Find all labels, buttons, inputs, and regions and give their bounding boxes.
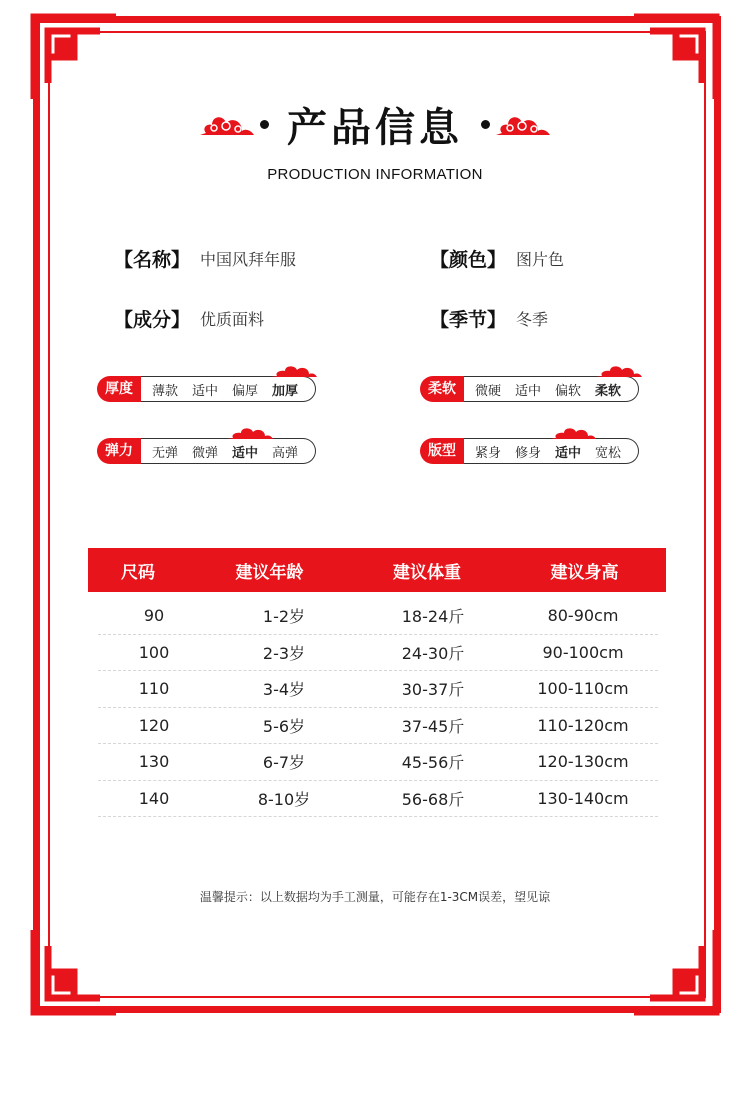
- cloud-ornament-icon: [548, 425, 598, 441]
- table-row: [98, 744, 658, 781]
- scale-options: [464, 376, 639, 402]
- table-row: [98, 635, 658, 672]
- scale-option-selected: 适中: [555, 445, 582, 461]
- table-row: [98, 781, 658, 818]
- info-material: [114, 305, 264, 332]
- table-cell: 45-56斤: [401, 753, 465, 773]
- frame-corner-ornament-icon: [30, 13, 120, 103]
- table-cell: 24-30斤: [401, 643, 465, 663]
- measurement-note: 温馨提示：以上数据均为手工测量，可能存在1-3CM误差，望见谅: [199, 890, 551, 904]
- scale-option: 适中: [515, 383, 542, 399]
- table-cell: 30-37斤: [401, 680, 465, 700]
- page-subtitle: PRODUCTION INFORMATION: [267, 166, 483, 183]
- frame-corner-ornament-icon: [630, 13, 720, 103]
- scale-option: 微弹: [192, 445, 219, 461]
- scale-thickness: [97, 374, 316, 404]
- table-cell: 100-110cm: [537, 679, 629, 699]
- info-name: [114, 245, 296, 272]
- table-row: [98, 671, 658, 708]
- info-name-value: 中国风拜年服: [200, 250, 297, 269]
- table-cell: 37-45斤: [401, 716, 465, 736]
- scale-tag: 版型: [420, 438, 464, 464]
- frame-corner-ornament-icon: [630, 926, 720, 1016]
- scale-option: 适中: [192, 383, 219, 399]
- cloud-ornament-icon: [494, 109, 552, 139]
- table-cell: 120-130cm: [537, 752, 629, 772]
- table-header-cell: 建议身高: [550, 562, 619, 583]
- info-season-label: 【季节】: [430, 309, 507, 331]
- table-cell: 2-3岁: [262, 643, 306, 663]
- scale-option: 薄款: [152, 383, 179, 399]
- table-header: [88, 548, 666, 592]
- title-dot: [260, 120, 269, 129]
- table-cell: 3-4岁: [262, 680, 306, 700]
- scale-tag: 厚度: [97, 376, 141, 402]
- table-cell: 90-100cm: [542, 642, 624, 662]
- cloud-ornament-icon: [198, 109, 256, 139]
- table-cell: 5-6岁: [262, 716, 306, 736]
- cloud-ornament-icon: [225, 425, 275, 441]
- scale-option-selected: 适中: [232, 445, 259, 461]
- scale-options: [464, 438, 639, 464]
- table-cell: 90: [143, 606, 165, 626]
- info-season-value: 冬季: [516, 310, 549, 329]
- table-row: [98, 708, 658, 745]
- cloud-ornament-icon: [269, 363, 319, 379]
- table-cell: 140: [138, 788, 170, 808]
- table-cell: 130-140cm: [537, 788, 629, 808]
- table-cell: 110-120cm: [537, 715, 629, 735]
- table-cell: 120: [138, 715, 170, 735]
- info-material-value: 优质面料: [200, 310, 265, 329]
- table-cell: 100: [138, 642, 170, 662]
- info-season: [430, 305, 548, 332]
- title-row: [0, 96, 750, 152]
- size-table: [88, 548, 666, 817]
- info-color-label: 【颜色】: [430, 249, 507, 271]
- scale-option: 无弹: [152, 445, 179, 461]
- table-header-cell: 建议体重: [393, 562, 461, 583]
- scale-option: 紧身: [475, 445, 502, 461]
- scale-elasticity: [97, 436, 316, 466]
- table-body: [88, 598, 666, 817]
- title-dot: [481, 120, 490, 129]
- scale-option: 修身: [515, 445, 542, 461]
- scale-tag: 柔软: [420, 376, 464, 402]
- info-color: [430, 245, 564, 272]
- table-cell: 6-7岁: [262, 753, 306, 773]
- table-cell: 56-68斤: [401, 789, 465, 809]
- info-material-label: 【成分】: [114, 309, 191, 331]
- scale-tag: 弹力: [97, 438, 141, 464]
- scale-fit: [420, 436, 639, 466]
- table-cell: 1-2岁: [262, 607, 306, 627]
- table-cell: 80-90cm: [547, 606, 619, 626]
- table-cell: 18-24斤: [401, 607, 465, 627]
- scale-option-selected: 加厚: [272, 383, 299, 399]
- table-row: [98, 598, 658, 635]
- table-header-cell: 建议年龄: [235, 562, 304, 583]
- scale-option: 偏软: [555, 383, 582, 399]
- info-color-value: 图片色: [516, 250, 565, 269]
- cloud-ornament-icon: [594, 363, 644, 379]
- info-name-label: 【名称】: [114, 249, 191, 271]
- scale-option: 宽松: [595, 445, 622, 461]
- frame-corner-ornament-icon: [30, 926, 120, 1016]
- scale-option: 高弹: [272, 445, 299, 461]
- scale-option: 微硬: [475, 383, 502, 399]
- table-cell: 110: [138, 679, 170, 699]
- page-title: 产品信息: [287, 104, 463, 151]
- scale-options: [141, 376, 316, 402]
- table-cell: 130: [138, 752, 170, 772]
- scale-softness: [420, 374, 639, 404]
- table-header-cell: 尺码: [121, 562, 155, 583]
- scale-option-selected: 柔软: [595, 383, 622, 399]
- scale-option: 偏厚: [232, 383, 259, 399]
- scale-options: [141, 438, 316, 464]
- table-cell: 8-10岁: [257, 789, 311, 809]
